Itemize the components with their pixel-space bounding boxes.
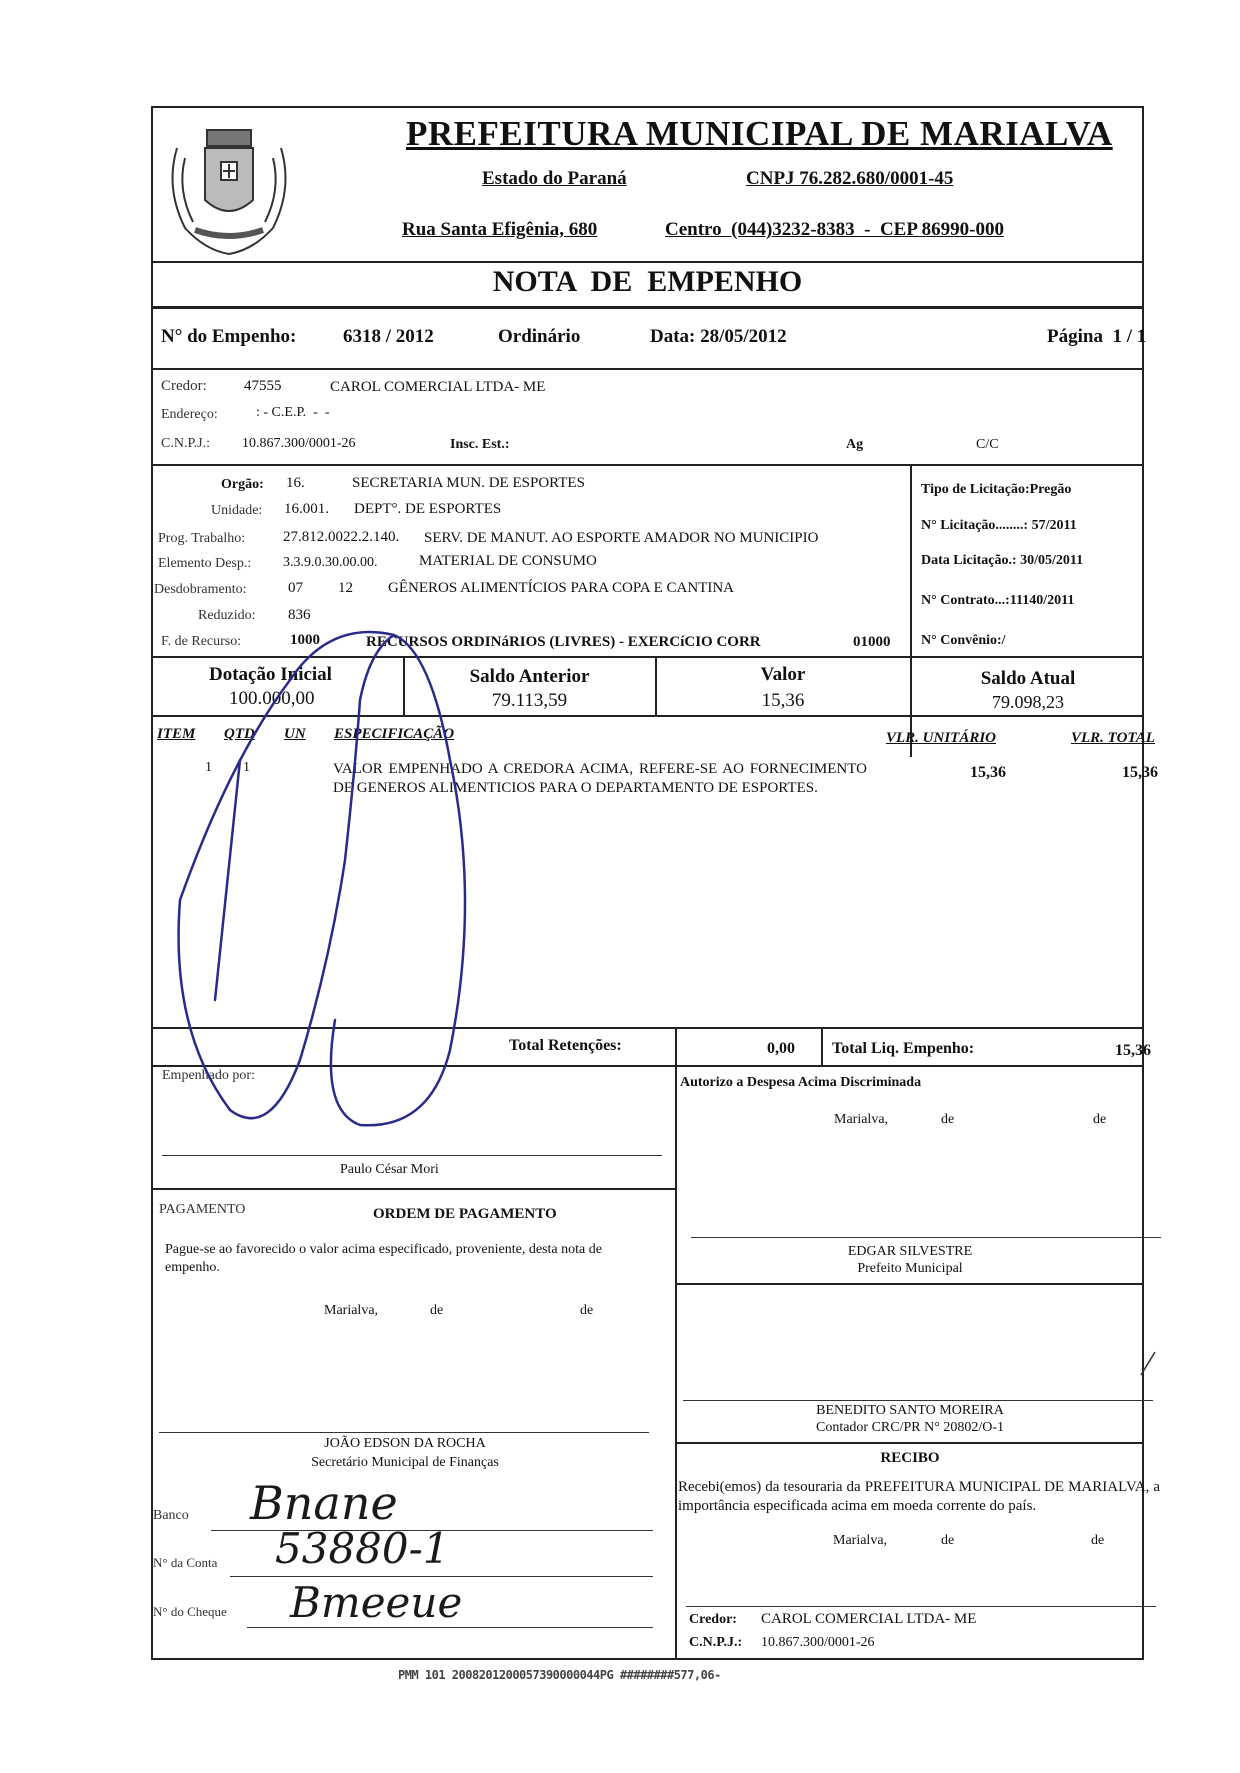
reduzido-value: 836	[288, 607, 311, 623]
empenho-number: 6318 / 2012	[343, 326, 434, 347]
valor-value: 15,36	[761, 690, 805, 711]
row-especificacao: VALOR EMPENHADO A CREDORA ACIMA, REFERE-SE AO FORNECIMENTO DE GENEROS ALIMENTICIOS PARA O DEPARTAMENTO DE ESPORTES.	[333, 761, 867, 796]
recibo-de1: de	[941, 1533, 955, 1548]
recibo-cnpj-value: 10.867.300/0001-26	[761, 1635, 875, 1650]
endereco-label: Endereço:	[161, 407, 218, 422]
saldo-atual-value: 79.098,23	[992, 692, 1064, 712]
orgao-code: 16.	[286, 475, 305, 491]
numero-licitacao: N° Licitação........: 57/2011	[921, 518, 1077, 533]
pagamento-text: Pague-se ao favorecido o valor acima especificado, proveniente, desta nota de empenho.	[165, 1242, 602, 1275]
data-licitacao: Data Licitação.: 30/05/2011	[921, 553, 1084, 568]
credor-code: 47555	[244, 378, 282, 394]
elemento-name: MATERIAL DE CONSUMO	[419, 553, 597, 569]
pagamento-sign-name: JOÃO EDSON DA ROCHA	[324, 1436, 486, 1451]
col-item: ITEM	[157, 726, 196, 742]
empenho-date: Data: 28/05/2012	[650, 326, 787, 347]
col-un: UN	[284, 726, 306, 742]
insc-label: Insc. Est.:	[450, 437, 510, 452]
unidade-code: 16.001.	[284, 501, 329, 517]
saldo-anterior-label: Saldo Anterior	[469, 666, 590, 687]
col-vlr-unitario: VLR. UNITÁRIO	[886, 730, 997, 746]
cheque-label: N° do Cheque	[153, 1604, 227, 1619]
contador-name: BENEDITO SANTO MOREIRA	[816, 1403, 1004, 1418]
conta-label: N° da Conta	[153, 1555, 218, 1570]
valor-label: Valor	[760, 664, 806, 685]
orgao-label: Orgão:	[221, 477, 264, 492]
address-rest: Centro (044)3232-8383 - CEP 86990-000	[665, 219, 1004, 240]
autorizo-de1: de	[941, 1112, 955, 1127]
recurso-name: RECURSOS ORDINáRIOS (LIVRES) - EXERCíCIO CORR	[366, 634, 761, 650]
retencoes-value: 0,00	[767, 1040, 795, 1057]
dotacao-label: Dotação Inicial	[209, 664, 332, 685]
recibo-de2: de	[1091, 1533, 1105, 1548]
recibo-credor-value: CAROL COMERCIAL LTDA- ME	[761, 1611, 977, 1627]
prog-label: Prog. Trabalho:	[158, 531, 246, 546]
desdobramento-name: GÊNEROS ALIMENTÍCIOS PARA COPA E CANTINA	[388, 580, 735, 596]
autorizo-sign-name: EDGAR SILVESTRE	[847, 1244, 973, 1259]
state-label: Estado do Paraná	[482, 168, 627, 189]
prog-name: SERV. DE MANUT. AO ESPORTE AMADOR NO MUNICIPIO	[424, 530, 819, 546]
elemento-code: 3.3.9.0.30.00.00.	[283, 555, 378, 570]
liq-value: 15,36	[1115, 1042, 1151, 1059]
contador-role: Contador CRC/PR N° 20802/O-1	[815, 1420, 1004, 1435]
dotacao-value: 100.000,00	[229, 688, 315, 709]
tipo-licitacao: Tipo de Licitação:Pregão	[921, 482, 1072, 497]
cnpj-label: CNPJ 76.282.680/0001-45	[746, 168, 954, 189]
cnpj-value: 10.867.300/0001-26	[242, 436, 356, 451]
conta-handwriting: 53880-1	[275, 1524, 450, 1573]
pagamento-place: Marialva,	[324, 1303, 379, 1318]
credor-name: CAROL COMERCIAL LTDA- ME	[330, 379, 546, 395]
numero-convenio: N° Convênio:/	[921, 633, 1006, 648]
recibo-text: Recebi(emos) da tesouraria da PREFEITURA MUNICIPAL DE MARIALVA, a importância especificada acima em moeda corrente do país.	[678, 1479, 1160, 1514]
unidade-name: DEPT°. DE ESPORTES	[354, 501, 502, 517]
autorizo-sign-role: Prefeito Municipal	[857, 1261, 963, 1276]
desdobramento-label: Desdobramento:	[154, 582, 247, 597]
pagamento-label: PAGAMENTO	[159, 1202, 246, 1217]
recurso-code2: 01000	[853, 634, 891, 650]
doc-title: NOTA DE EMPENHO	[492, 265, 803, 298]
cheque-handwriting: Bmeeue	[290, 1578, 463, 1627]
recibo-credor-label: Credor:	[689, 1612, 737, 1627]
autorizo-title: Autorizo a Despesa Acima Discriminada	[680, 1075, 922, 1090]
desdobramento-code2: 12	[338, 580, 353, 596]
reduzido-label: Reduzido:	[198, 608, 256, 623]
pagamento-title: ORDEM DE PAGAMENTO	[373, 1206, 557, 1222]
row-qtd: 1	[243, 760, 250, 775]
pagamento-de2: de	[580, 1303, 594, 1318]
autorizo-de2: de	[1093, 1112, 1107, 1127]
numero-contrato: N° Contrato...:11140/2011	[921, 593, 1075, 608]
row-vlr-unitario: 15,36	[970, 764, 1006, 781]
prog-code: 27.812.0022.2.140.	[283, 529, 400, 545]
saldo-anterior-value: 79.113,59	[491, 690, 568, 711]
banco-handwriting: Bnane	[250, 1476, 398, 1530]
empenhado-label: Empenhado por:	[162, 1068, 255, 1083]
footer-code: PMM 101 2008201200057390000044PG ########577,06-	[398, 1668, 721, 1682]
elemento-label: Elemento Desp.:	[158, 556, 252, 571]
page-number: Página 1 / 1	[1047, 326, 1147, 347]
org-title: PREFEITURA MUNICIPAL DE MARIALVA	[406, 114, 1113, 153]
unidade-label: Unidade:	[211, 503, 263, 518]
pagamento-de1: de	[430, 1303, 444, 1318]
credor-label: Credor:	[161, 378, 207, 394]
col-especificacao: ESPECIFICAÇÃO	[334, 726, 455, 742]
pagamento-sign-role: Secretário Municipal de Finanças	[311, 1455, 499, 1470]
banco-label: Banco	[153, 1508, 189, 1523]
recibo-cnpj-label: C.N.P.J.:	[689, 1635, 743, 1650]
liq-label: Total Liq. Empenho:	[832, 1040, 975, 1057]
cc-label: C/C	[976, 437, 999, 452]
empenho-type: Ordinário	[498, 326, 581, 347]
empenho-number-label: N° do Empenho:	[161, 326, 297, 347]
col-qtd: QTD	[224, 726, 255, 742]
col-vlr-total: VLR. TOTAL	[1071, 730, 1155, 746]
desdobramento-code1: 07	[288, 580, 303, 596]
autorizo-place: Marialva,	[834, 1112, 889, 1127]
retencoes-label: Total Retenções:	[509, 1037, 622, 1054]
row-vlr-total: 15,36	[1122, 764, 1158, 781]
empenhado-name: Paulo César Mori	[340, 1162, 439, 1177]
recibo-place: Marialva,	[833, 1533, 888, 1548]
orgao-name: SECRETARIA MUN. DE ESPORTES	[352, 475, 585, 491]
saldo-atual-label: Saldo Atual	[980, 668, 1076, 689]
recurso-label: F. de Recurso:	[161, 634, 242, 649]
cnpj-label: C.N.P.J.:	[161, 436, 211, 451]
row-item: 1	[205, 760, 212, 775]
recibo-title: RECIBO	[880, 1450, 940, 1466]
ag-label: Ag	[846, 437, 864, 452]
endereco-value: : - C.E.P. - -	[256, 405, 330, 420]
recurso-code: 1000	[290, 632, 320, 648]
address-label: Rua Santa Efigênia, 680	[402, 219, 598, 240]
